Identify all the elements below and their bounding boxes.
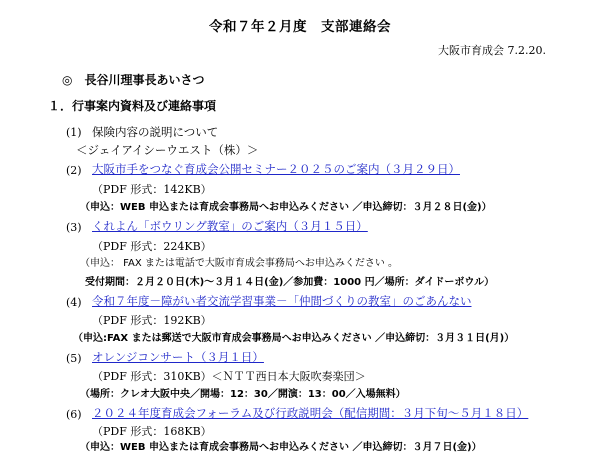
item-number: (2) <box>66 164 82 177</box>
period-note: 受付期間：２月２０日(木)～３月１４日(金)／参加費：1000 円／場所：ダイドーボウル） <box>85 277 495 288</box>
file-info: （PDF 形式：224KB） <box>92 240 212 253</box>
file-info: （PDF 形式：192KB） <box>92 314 212 327</box>
file-info: （PDF 形式：310KB）＜ＮＴＴ西日本大阪吹奏楽団＞ <box>92 370 366 383</box>
file-info: （PDF 形式：142KB） <box>92 183 212 196</box>
concert-link[interactable]: オレンジコンサート（３月１日） <box>92 350 264 364</box>
application-note: （申込：WEB 申込または育成会事務局へお申込みください ／申込締切：３月７日(金)） <box>80 442 482 453</box>
application-note: （申込:FAX または郵送で大阪市育成会事務局へお申込みください ／申込締切：３月３１日(月)） <box>73 333 515 344</box>
item-number: (5) <box>66 352 82 365</box>
file-info: （PDF 形式：168KB） <box>92 425 212 438</box>
application-note: （申込：WEB 申込または育成会事務局へお申込みください ／申込締切：３月２８日(金)） <box>80 202 492 213</box>
issuer-date: 大阪市育成会 7.2.20. <box>438 44 546 57</box>
item-number: (6) <box>66 408 82 421</box>
section-heading: １．行事案内資料及び連絡事項 <box>48 99 217 113</box>
item-number: (1) <box>66 126 82 139</box>
seminar-link[interactable]: 大阪市手をつなぐ育成会公開セミナー２０２５のご案内（３月２９日） <box>92 162 460 176</box>
item-number: (4) <box>66 296 82 309</box>
program-link[interactable]: 令和７年度－障がい者交流学習事業－「仲間づくりの教室」のごあんない <box>92 294 472 308</box>
bowling-link[interactable]: くれよん「ボウリング教室」のご案内（３月１５日） <box>92 219 368 233</box>
page-title: 令和７年２月度 支部連絡会 <box>209 19 391 35</box>
item-number: (3) <box>66 221 82 234</box>
forum-link[interactable]: ２０２４年度育成会フォーラム及び行政説明会（配信期間：３月下旬～５月１８日） <box>92 406 529 420</box>
greeting-heading: ◎ 長谷川理事長あいさつ <box>62 73 205 87</box>
application-note: （申込： FAX または電話で大阪市育成会事務局へお申込みください 。 <box>80 258 399 269</box>
item-subtitle: ＜ジェイアイシーウエスト（株）＞ <box>76 143 259 157</box>
venue-note: （場所：クレオ大阪中央／開場：12：30／開演：13：00／入場無料） <box>80 389 406 400</box>
item-title: 保険内容の説明について <box>92 125 219 139</box>
